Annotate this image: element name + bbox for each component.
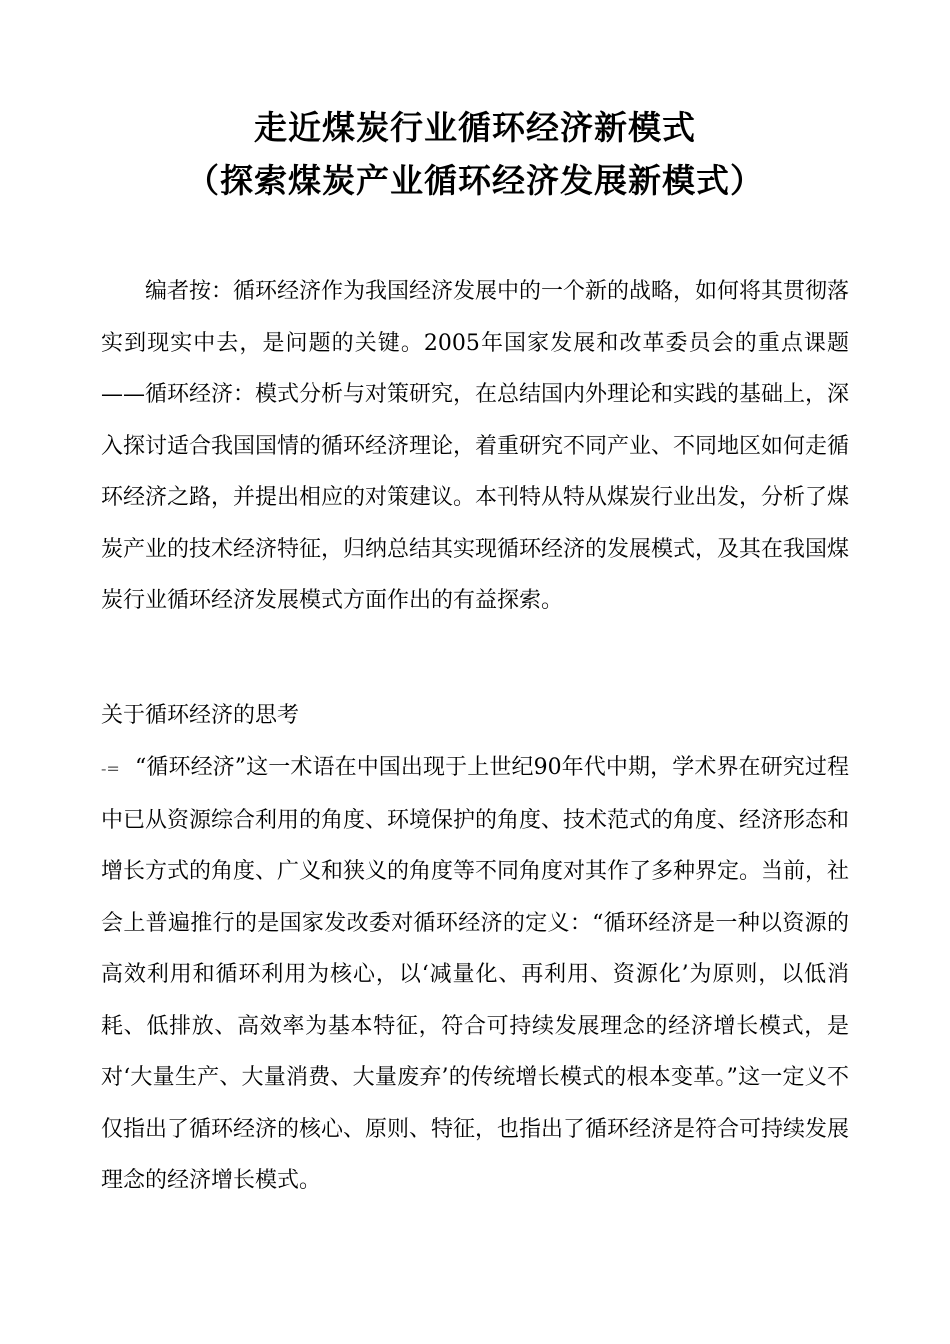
list-marker: -= xyxy=(101,759,120,778)
document-subtitle: （探索煤炭产业循环经济发展新模式） xyxy=(186,161,764,200)
section-paragraph xyxy=(101,742,849,1212)
section-paragraph-text: “循环经济”这一术语在中国出现于上世纪90年代中期，学术界在研究过程中已从资源综合利用的角度、环境保护的角度、技术范式的角度、经济形态和增长方式的角度、广义和狭义的角度等不同角度对其作了多种界定。当前，社会上普遍推行的是国家发改委对循环经济的定义：“循环经济是一种以资源的高效利用和循环利用为核心，以‘减量化、再利用、资源化’为原则，以低消耗、低排放、高效率为基本特征，符合可持续发展理念的经济增长模式，是对‘大量生产、大量消费、大量废弃’的传统增长模式的根本变革。”这一定义不仅指出了循环经济的核心、原则、特征，也指出了循环经济是符合可持续发展理念的经济增长模式。 xyxy=(101,755,849,1193)
editor-note-paragraph: 编者按：循环经济作为我国经济发展中的一个新的战略，如何将其贯彻落实到现实中去，是问题的关键。2005年国家发展和改革委员会的重点课题——循环经济：模式分析与对策研究，在总结国内外理论和实践的基础上，深入探讨适合我国国情的循环经济理论，着重研究不同产业、不同地区如何走循环经济之路，并提出相应的对策建议。本刊特从特从煤炭行业出发，分析了煤炭产业的技术经济特征，归纳总结其实现循环经济的发展模式，及其在我国煤炭行业循环经济发展模式方面作出的有益探索。 xyxy=(101,279,849,613)
section-heading: 关于循环经济的思考 xyxy=(101,703,300,728)
document-title: 走近煤炭行业循环经济新模式 xyxy=(254,108,696,147)
